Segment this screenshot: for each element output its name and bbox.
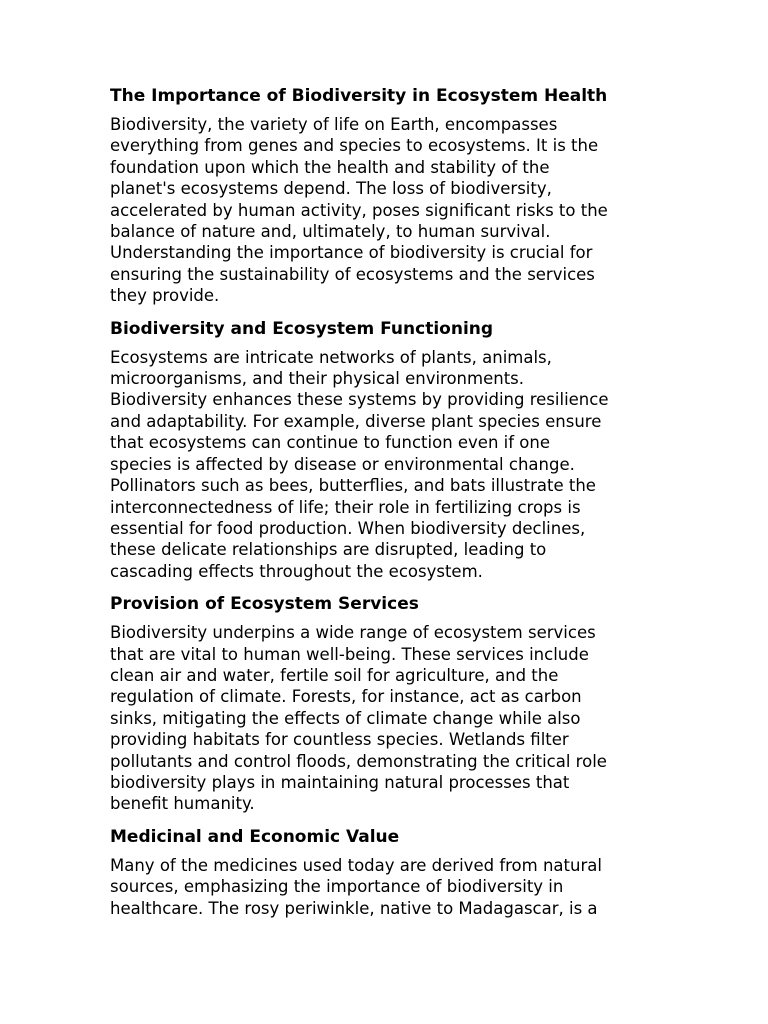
text-line: that are vital to human well-being. These services include [110,644,589,664]
text-line: pollutants and control floods, demonstrating the critical role [110,751,607,771]
text-line: regulation of climate. Forests, for instance, act as carbon [110,687,582,707]
section-heading: Provision of Ecosystem Services [110,594,419,615]
text-line: cascading effects throughout the ecosystem. [110,561,483,581]
text-line: sinks, mitigating the effects of climate change while also [110,708,581,728]
text-line: foundation upon which the health and stability of the [110,157,550,177]
text-line: Many of the medicines used today are derived from natural [110,855,602,875]
text-line: microorganisms, and their physical environments. [110,369,525,389]
section-ecosystem-services [110,592,660,815]
text-line: Biodiversity underpins a wide range of ecosystem services [110,623,596,643]
text-line: that ecosystems can continue to function even if one [110,433,551,453]
text-line: Understanding the importance of biodiversity is crucial for [110,243,593,263]
document-page [110,84,660,929]
text-line: interconnectedness of life; their role in fertilizing crops is [110,497,581,517]
text-line: essential for food production. When biodiversity declines, [110,518,586,538]
text-line: sources, emphasizing the importance of biodiversity in [110,877,564,897]
text-line: biodiversity plays in maintaining natural processes that [110,772,570,792]
text-line: accelerated by human activity, poses significant risks to the [110,200,608,220]
text-line: they provide. [110,286,220,306]
text-line: healthcare. The rosy periwinkle, native to Madagascar, is a [110,898,598,918]
text-line: balance of nature and, ultimately, to human survival. [110,222,551,242]
text-line: ensuring the sustainability of ecosystems and the services [110,264,595,284]
section-heading: Medicinal and Economic Value [110,826,400,847]
paragraph [110,347,660,582]
section-heading: Biodiversity and Ecosystem Functioning [110,318,494,339]
text-line: Biodiversity, the variety of life on Earth, encompasses [110,115,558,134]
paragraph [110,622,660,815]
section-intro [110,84,660,307]
text-line: clean air and water, fertile soil for agriculture, and the [110,665,559,685]
text-line: Pollinators such as bees, butterflies, and bats illustrate the [110,476,596,496]
text-line: planet's ecosystems depend. The loss of biodiversity, [110,179,552,199]
text-line: everything from genes and species to ecosystems. It is the [110,136,599,156]
text-line: benefit humanity. [110,794,255,814]
paragraph [110,855,660,919]
paragraph [110,114,660,307]
text-line: these delicate relationships are disrupted, leading to [110,540,547,560]
text-line: Biodiversity enhances these systems by providing resilience [110,390,609,410]
text-line: and adaptability. For example, diverse plant species ensure [110,411,602,431]
document-title: The Importance of Biodiversity in Ecosystem Health [110,86,608,106]
text-line: species is affected by disease or environmental change. [110,454,575,474]
text-line: providing habitats for countless species. Wetlands filter [110,730,569,750]
section-medicinal-value [110,825,660,919]
text-line: Ecosystems are intricate networks of plants, animals, [110,347,552,367]
section-ecosystem-functioning [110,317,660,582]
